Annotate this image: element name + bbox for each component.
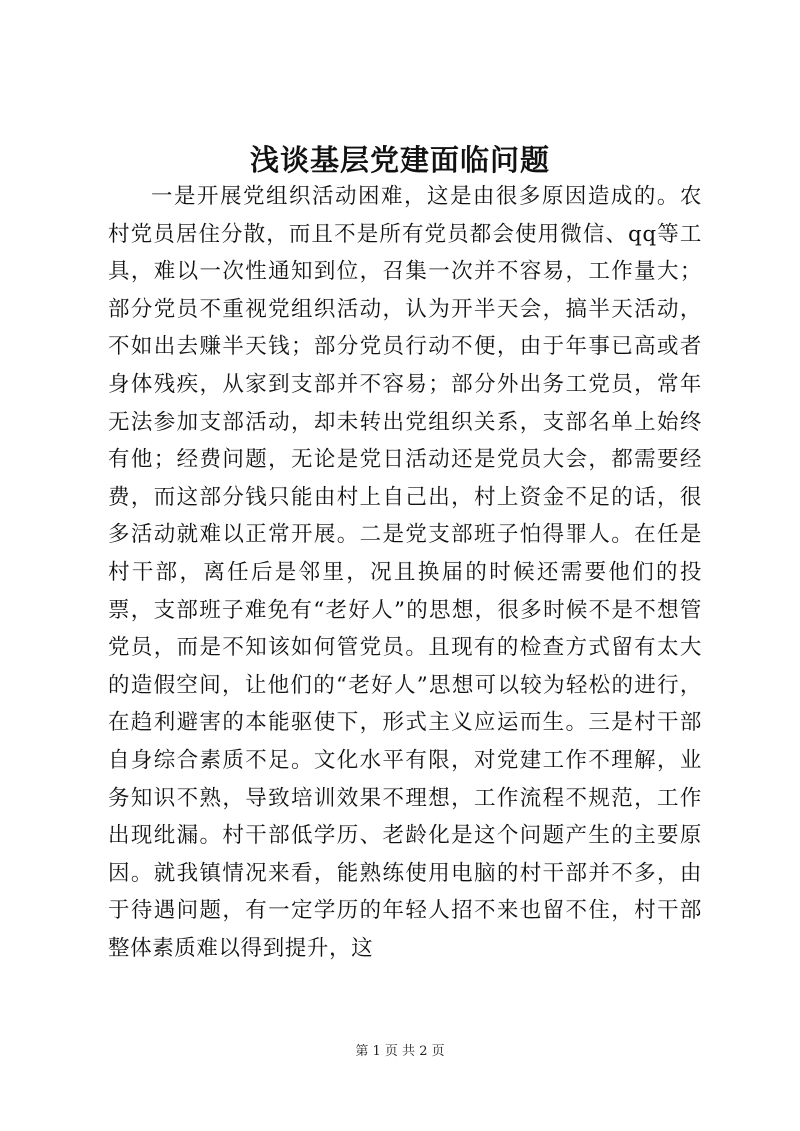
page-number-footer: 第 1 页 共 2 页 [355, 1044, 445, 1059]
body-paragraph: 一是开展党组织活动困难，这是由很多原因造成的。农村党员居住分散，而且不是所有党员都会使用微信、qq等工具，难以一次性通知到位，召集一次并不容易，工作量大；部分党员不重视党组织活动，认为开半天会，搞半天活动，不如出去赚半天钱；部分党员行动不便，由于年事已高或者身体残疾，从家到支部并不容易；部分外出务工党员，常年无法参加支部活动，却未转出党组织关系，支部名单上始终有他；经费问题，无论是党日活动还是党员大会，都需要经费，而这部分钱只能由村上自己出，村上资金不足的话，很多活动就难以正常开展。二是党支部班子怕得罪人。在任是村干部，离任后是邻里，况且换届的时候还需要他们的投票，支部班子难免有“老好人”的思想，很多时候不是不想管党员，而是不知该如何管党员。且现有的检查方式留有太大的造假空间，让他们的“老好人”思想可以较为轻松的进行，在趋利避害的本能驱使下，形式主义应运而生。三是村干部自身综合素质不足。文化水平有限，对党建工作不理解，业务知识不熟，导致培训效果不理想，工作流程不规范，工作出现纰漏。村干部低学历、老龄化是这个问题产生的主要原因。就我镇情况来看，能熟练使用电脑的村干部并不多，由于待遇问题，有一定学历的年轻人招不来也留不住，村干部整体素质难以得到提升，这 [108, 184, 702, 961]
document-title: 浅谈基层党建面临问题 [249, 143, 550, 177]
